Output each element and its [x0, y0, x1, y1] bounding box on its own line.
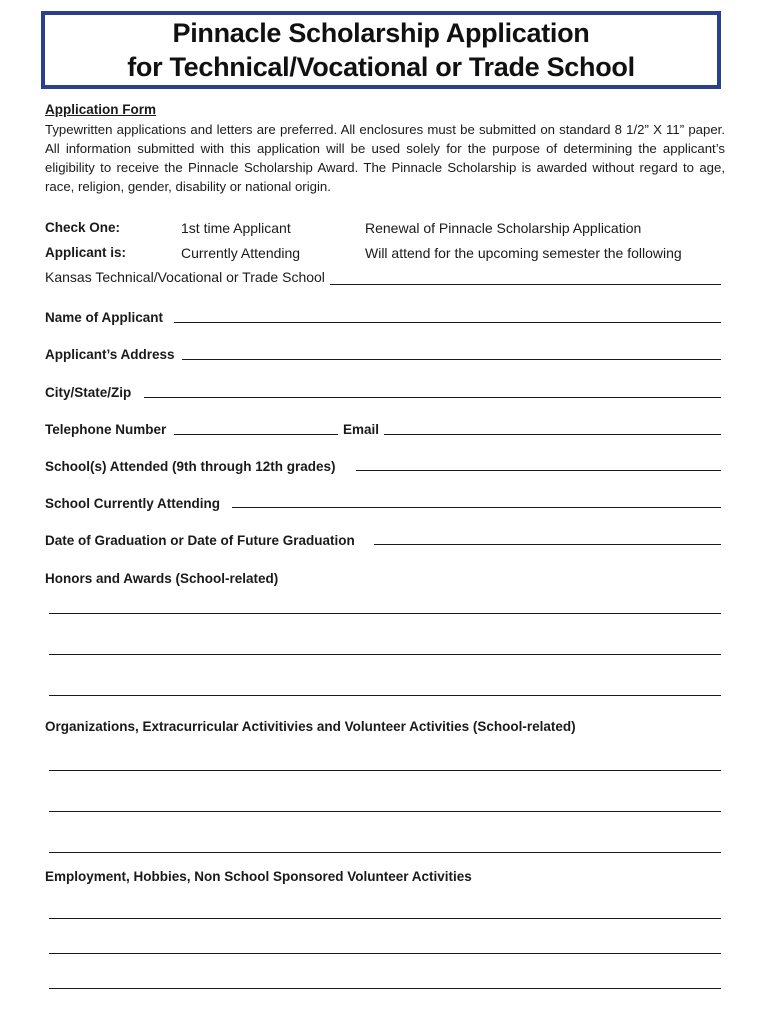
- organizations-heading: Organizations, Extracurricular Activitivies and Volunteer Activities (School-related): [45, 719, 576, 734]
- name-input-line[interactable]: [174, 322, 721, 323]
- option-renewal-application[interactable]: Renewal of Pinnacle Scholarship Application: [365, 220, 642, 236]
- option-first-time-applicant[interactable]: 1st time Applicant: [181, 220, 291, 236]
- organizations-line-1[interactable]: [49, 770, 721, 771]
- schools-attended-label: School(s) Attended (9th through 12th grades): [45, 459, 336, 474]
- option-currently-attending[interactable]: Currently Attending: [181, 245, 301, 261]
- employment-line-3[interactable]: [49, 988, 721, 989]
- title-line-1: Pinnacle Scholarship Application: [172, 18, 590, 48]
- intro-paragraph: Typewritten applications and letters are preferred. All enclosures must be submitted on standard 8 1/2” X 11” paper. All information submitted with this application will be used solely for the purpose of determining the applicant’s eligibility to receive the Pinnacle Scholarship Award. The Pinnacle Scholarship is awarded without regard to age, race, religion, gender, disability or national origin.: [45, 122, 725, 194]
- city-state-zip-label: City/State/Zip: [45, 385, 132, 400]
- honors-heading: Honors and Awards (School-related): [45, 571, 279, 586]
- applicant-is-label: Applicant is:: [45, 245, 127, 260]
- city-state-zip-input-line[interactable]: [144, 397, 721, 398]
- title-box: [41, 11, 721, 89]
- title-line-2: for Technical/Vocational or Trade School: [127, 52, 635, 82]
- school-currently-attending-input-line[interactable]: [232, 507, 721, 508]
- employment-line-2[interactable]: [49, 953, 721, 954]
- option-will-attend[interactable]: Will attend for the upcoming semester the following: [365, 245, 682, 261]
- school-currently-attending-label: School Currently Attending: [45, 496, 220, 511]
- honors-line-1[interactable]: [49, 613, 721, 614]
- form-heading: Application Form: [45, 102, 156, 117]
- graduation-date-input-line[interactable]: [374, 544, 721, 545]
- address-label: Applicant’s Address: [45, 347, 175, 362]
- employment-line-1[interactable]: [49, 918, 721, 919]
- honors-line-3[interactable]: [49, 695, 721, 696]
- name-label: Name of Applicant: [45, 310, 164, 325]
- kansas-school-input-line[interactable]: [330, 284, 721, 285]
- telephone-input-line[interactable]: [174, 434, 338, 435]
- email-input-line[interactable]: [384, 434, 721, 435]
- kansas-school-label: Kansas Technical/Vocational or Trade School: [45, 269, 325, 285]
- employment-heading: Employment, Hobbies, Non School Sponsored Volunteer Activities: [45, 869, 472, 884]
- telephone-label: Telephone Number: [45, 422, 167, 437]
- check-one-label: Check One:: [45, 220, 121, 235]
- organizations-line-2[interactable]: [49, 811, 721, 812]
- address-input-line[interactable]: [182, 359, 721, 360]
- email-label: Email: [343, 422, 380, 437]
- schools-attended-input-line[interactable]: [356, 470, 721, 471]
- graduation-date-label: Date of Graduation or Date of Future Graduation: [45, 533, 355, 548]
- honors-line-2[interactable]: [49, 654, 721, 655]
- organizations-line-3[interactable]: [49, 852, 721, 853]
